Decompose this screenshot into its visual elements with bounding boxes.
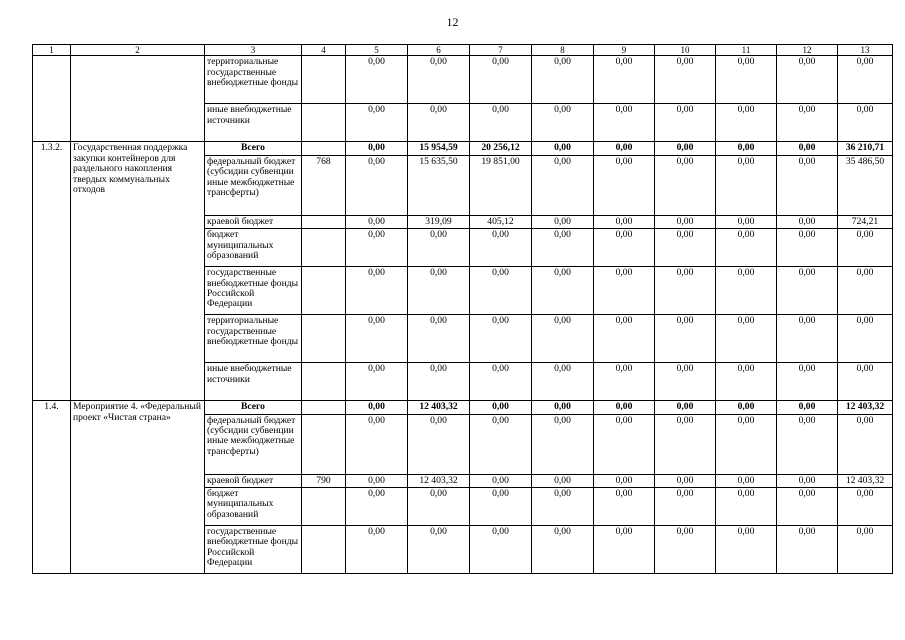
value-cell: 0,00 [346, 474, 408, 487]
funding-source: Всего [205, 142, 302, 155]
value-cell: 19 851,00 [470, 155, 532, 215]
table-row [33, 142, 893, 155]
value-cell: 0,00 [655, 526, 716, 574]
value-cell: 0,00 [655, 104, 716, 142]
column-number-11: 11 [716, 45, 777, 56]
gp-code [302, 56, 346, 104]
value-cell: 0,00 [408, 229, 470, 267]
value-cell: 0,00 [594, 474, 655, 487]
column-number-4: 4 [302, 45, 346, 56]
value-cell: 0,00 [532, 474, 594, 487]
funding-source: Всего [205, 401, 302, 414]
gp-code: 790 [302, 474, 346, 487]
column-number-9: 9 [594, 45, 655, 56]
funding-source: бюджет муниципальных образований [205, 229, 302, 267]
value-cell: 724,21 [838, 215, 893, 228]
value-cell: 0,00 [470, 488, 532, 526]
value-cell: 0,00 [838, 488, 893, 526]
funding-source: иные внебюджетные источники [205, 363, 302, 401]
value-cell: 0,00 [655, 229, 716, 267]
value-cell: 0,00 [346, 401, 408, 414]
value-cell: 0,00 [346, 229, 408, 267]
value-cell: 0,00 [532, 104, 594, 142]
column-number-12: 12 [777, 45, 838, 56]
gp-code [302, 488, 346, 526]
value-cell: 0,00 [838, 363, 893, 401]
value-cell: 405,12 [470, 215, 532, 228]
value-cell: 0,00 [470, 474, 532, 487]
value-cell: 12 403,32 [838, 401, 893, 414]
value-cell: 0,00 [594, 229, 655, 267]
value-cell: 36 210,71 [838, 142, 893, 155]
value-cell: 0,00 [346, 363, 408, 401]
value-cell: 0,00 [408, 315, 470, 363]
value-cell: 0,00 [838, 56, 893, 104]
value-cell: 0,00 [532, 315, 594, 363]
value-cell: 15 954,59 [408, 142, 470, 155]
value-cell: 0,00 [716, 488, 777, 526]
gp-code [302, 267, 346, 315]
item-name [71, 56, 205, 142]
funding-source: государственные внебюджетные фонды Российской Федерации [205, 267, 302, 315]
value-cell: 0,00 [346, 215, 408, 228]
value-cell: 0,00 [532, 363, 594, 401]
column-number-10: 10 [655, 45, 716, 56]
value-cell: 0,00 [777, 488, 838, 526]
value-cell: 0,00 [408, 414, 470, 474]
value-cell: 0,00 [532, 488, 594, 526]
funding-source: территориальные государственные внебюджетные фонды [205, 315, 302, 363]
value-cell: 0,00 [470, 56, 532, 104]
budget-table [32, 44, 893, 574]
column-number-7: 7 [470, 45, 532, 56]
value-cell: 0,00 [470, 401, 532, 414]
value-cell: 0,00 [408, 526, 470, 574]
gp-code [302, 229, 346, 267]
value-cell: 0,00 [716, 267, 777, 315]
value-cell: 0,00 [655, 142, 716, 155]
value-cell: 0,00 [716, 229, 777, 267]
value-cell: 0,00 [532, 155, 594, 215]
value-cell: 0,00 [594, 401, 655, 414]
value-cell: 0,00 [532, 401, 594, 414]
value-cell: 0,00 [346, 488, 408, 526]
value-cell: 0,00 [594, 155, 655, 215]
value-cell: 0,00 [346, 267, 408, 315]
value-cell: 0,00 [346, 414, 408, 474]
value-cell: 0,00 [838, 104, 893, 142]
value-cell: 0,00 [777, 267, 838, 315]
value-cell: 0,00 [655, 315, 716, 363]
value-cell: 0,00 [777, 142, 838, 155]
value-cell: 0,00 [777, 155, 838, 215]
value-cell: 0,00 [532, 56, 594, 104]
value-cell: 0,00 [470, 526, 532, 574]
funding-source: иные внебюджетные источники [205, 104, 302, 142]
value-cell: 0,00 [716, 155, 777, 215]
value-cell: 35 486,50 [838, 155, 893, 215]
column-number-3: 3 [205, 45, 302, 56]
value-cell: 0,00 [532, 526, 594, 574]
value-cell: 0,00 [346, 526, 408, 574]
gp-code [302, 104, 346, 142]
value-cell: 0,00 [655, 474, 716, 487]
value-cell: 0,00 [777, 315, 838, 363]
value-cell: 0,00 [346, 56, 408, 104]
value-cell: 0,00 [346, 142, 408, 155]
value-cell: 0,00 [532, 142, 594, 155]
item-code: 1.4. [33, 401, 71, 574]
funding-source: краевой бюджет [205, 215, 302, 228]
value-cell: 0,00 [655, 56, 716, 104]
value-cell: 0,00 [838, 267, 893, 315]
table-row [33, 401, 893, 414]
value-cell: 0,00 [594, 215, 655, 228]
value-cell: 0,00 [346, 104, 408, 142]
gp-code [302, 315, 346, 363]
value-cell: 0,00 [470, 104, 532, 142]
table-row [33, 56, 893, 104]
column-number-8: 8 [532, 45, 594, 56]
column-number-row [33, 45, 893, 56]
value-cell: 0,00 [777, 526, 838, 574]
gp-code [302, 363, 346, 401]
item-code: 1.3.2. [33, 142, 71, 401]
column-number-5: 5 [346, 45, 408, 56]
value-cell: 0,00 [777, 215, 838, 228]
funding-source: государственные внебюджетные фонды Российской Федерации [205, 526, 302, 574]
value-cell: 0,00 [716, 474, 777, 487]
value-cell: 0,00 [594, 56, 655, 104]
value-cell: 0,00 [838, 315, 893, 363]
value-cell: 0,00 [655, 155, 716, 215]
value-cell: 0,00 [594, 414, 655, 474]
value-cell: 0,00 [470, 414, 532, 474]
value-cell: 0,00 [408, 267, 470, 315]
value-cell: 0,00 [532, 267, 594, 315]
value-cell: 0,00 [777, 474, 838, 487]
value-cell: 0,00 [655, 414, 716, 474]
value-cell: 0,00 [716, 414, 777, 474]
value-cell: 0,00 [777, 56, 838, 104]
value-cell: 0,00 [594, 267, 655, 315]
column-number-2: 2 [71, 45, 205, 56]
value-cell: 0,00 [716, 315, 777, 363]
value-cell: 0,00 [777, 401, 838, 414]
gp-code: 768 [302, 155, 346, 215]
table-body [33, 45, 893, 574]
value-cell: 0,00 [716, 526, 777, 574]
value-cell: 0,00 [777, 229, 838, 267]
value-cell: 0,00 [838, 526, 893, 574]
value-cell: 0,00 [655, 488, 716, 526]
value-cell: 0,00 [655, 267, 716, 315]
value-cell: 0,00 [408, 56, 470, 104]
value-cell: 0,00 [594, 315, 655, 363]
funding-source: федеральный бюджет (субсидии субвенции иные межбюджетные трансферты) [205, 155, 302, 215]
value-cell: 0,00 [716, 215, 777, 228]
gp-code [302, 215, 346, 228]
value-cell: 20 256,12 [470, 142, 532, 155]
column-number-6: 6 [408, 45, 470, 56]
funding-source: федеральный бюджет (субсидии субвенции иные межбюджетные трансферты) [205, 414, 302, 474]
column-number-13: 13 [838, 45, 893, 56]
gp-code [302, 401, 346, 414]
value-cell: 0,00 [408, 363, 470, 401]
value-cell: 12 403,32 [408, 401, 470, 414]
value-cell: 0,00 [655, 363, 716, 401]
value-cell: 0,00 [470, 229, 532, 267]
value-cell: 0,00 [594, 363, 655, 401]
value-cell: 319,09 [408, 215, 470, 228]
value-cell: 0,00 [655, 215, 716, 228]
funding-source: бюджет муниципальных образований [205, 488, 302, 526]
value-cell: 0,00 [594, 142, 655, 155]
value-cell: 0,00 [838, 229, 893, 267]
column-number-1: 1 [33, 45, 71, 56]
value-cell: 12 403,32 [408, 474, 470, 487]
value-cell: 0,00 [594, 104, 655, 142]
gp-code [302, 526, 346, 574]
value-cell: 0,00 [346, 155, 408, 215]
item-name: Мероприятие 4. «Федеральный проект «Чистая страна» [71, 401, 205, 574]
funding-source: территориальные государственные внебюджетные фонды [205, 56, 302, 104]
value-cell: 0,00 [655, 401, 716, 414]
value-cell: 15 635,50 [408, 155, 470, 215]
gp-code [302, 142, 346, 155]
value-cell: 0,00 [346, 315, 408, 363]
value-cell: 0,00 [777, 104, 838, 142]
value-cell: 0,00 [716, 104, 777, 142]
value-cell: 0,00 [838, 414, 893, 474]
value-cell: 0,00 [594, 526, 655, 574]
value-cell: 0,00 [716, 401, 777, 414]
value-cell: 0,00 [470, 267, 532, 315]
value-cell: 0,00 [532, 414, 594, 474]
value-cell: 12 403,32 [838, 474, 893, 487]
item-code [33, 56, 71, 142]
value-cell: 0,00 [716, 56, 777, 104]
value-cell: 0,00 [408, 488, 470, 526]
value-cell: 0,00 [594, 488, 655, 526]
value-cell: 0,00 [777, 414, 838, 474]
page-number: 12 [446, 15, 459, 29]
value-cell: 0,00 [470, 315, 532, 363]
item-name: Государственная поддержка закупки контейнеров для раздельного накопления твердых коммунальных отходов [71, 142, 205, 401]
value-cell: 0,00 [532, 229, 594, 267]
value-cell: 0,00 [408, 104, 470, 142]
value-cell: 0,00 [532, 215, 594, 228]
funding-source: краевой бюджет [205, 474, 302, 487]
value-cell: 0,00 [716, 363, 777, 401]
value-cell: 0,00 [470, 363, 532, 401]
value-cell: 0,00 [777, 363, 838, 401]
value-cell: 0,00 [716, 142, 777, 155]
gp-code [302, 414, 346, 474]
